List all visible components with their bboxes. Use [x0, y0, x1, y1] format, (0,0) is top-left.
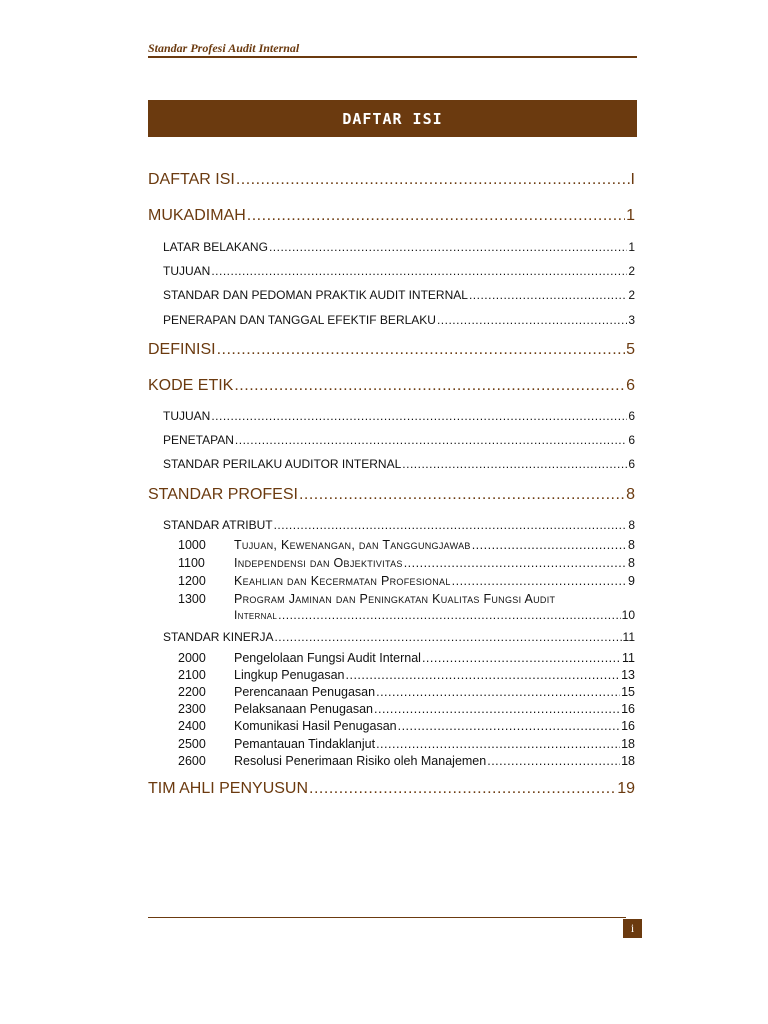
dot-leader — [235, 433, 627, 447]
toc-page: 2 — [628, 288, 635, 302]
toc-label: Perencanaan Penugasan — [234, 685, 376, 699]
running-head: Standar Profesi Audit Internal — [148, 41, 300, 55]
dot-leader — [269, 240, 627, 254]
toc-entry-tujuan-etik[interactable] — [163, 409, 635, 425]
dot-leader — [376, 685, 620, 699]
toc-entry-daftar-isi[interactable] — [148, 171, 635, 193]
toc-label: TUJUAN — [163, 264, 211, 278]
dot-leader — [211, 264, 627, 278]
toc-label: STANDAR PROFESI — [148, 486, 298, 503]
dot-leader — [274, 518, 628, 532]
toc-page: 18 — [621, 754, 635, 768]
toc-entry-standar-atribut[interactable] — [163, 518, 635, 534]
dot-leader — [234, 377, 625, 395]
toc-label: Pemantauan Tindaklanjut — [234, 737, 376, 751]
toc-page: 18 — [621, 737, 635, 751]
toc-page: 15 — [621, 685, 635, 699]
toc-entry-1300[interactable] — [178, 592, 635, 608]
toc-entry-latar-belakang[interactable] — [163, 240, 635, 256]
toc-page: 10 — [621, 608, 635, 622]
toc-page: 1 — [626, 207, 635, 224]
toc-page: I — [630, 171, 635, 188]
toc-page: 5 — [626, 341, 635, 358]
toc-code: 1100 — [178, 556, 205, 570]
toc-label: Resolusi Penerimaan Risiko oleh Manajemen — [234, 754, 487, 768]
toc-page: 13 — [621, 668, 635, 682]
toc-entry-kode-etik[interactable] — [148, 377, 635, 399]
toc-page: 6 — [628, 409, 635, 423]
toc-code: 2600 — [178, 754, 206, 768]
toc-code: 2400 — [178, 719, 206, 733]
toc-entry-mukadimah[interactable] — [148, 207, 635, 229]
toc-entry-tim-ahli[interactable] — [148, 780, 635, 802]
toc-label-continued: Internal — [234, 608, 278, 622]
toc-entry-1100[interactable] — [178, 556, 635, 572]
dot-leader — [402, 457, 627, 471]
toc-label: DEFINISI — [148, 341, 216, 358]
toc-page: 6 — [628, 433, 635, 447]
dot-leader — [469, 288, 627, 302]
toc-label: Tujuan, Kewenangan, dan Tanggungjawab — [234, 538, 471, 552]
toc-code: 2100 — [178, 668, 206, 682]
toc-entry-standar-profesi[interactable] — [148, 486, 635, 508]
toc-page: 3 — [628, 313, 635, 327]
footer-rule — [148, 917, 626, 918]
toc-label: Komunikasi Hasil Penugasan — [234, 719, 397, 733]
toc-entry-tujuan[interactable] — [163, 264, 635, 280]
dot-leader — [236, 171, 630, 189]
toc-page: 2 — [628, 264, 635, 278]
toc-code: 2000 — [178, 651, 206, 665]
toc-page: 8 — [628, 556, 635, 570]
toc-label: KODE ETIK — [148, 377, 234, 394]
toc-entry-standar-perilaku[interactable] — [163, 457, 635, 473]
dot-leader — [247, 207, 625, 225]
toc-page: 16 — [621, 719, 635, 733]
toc-page: 11 — [622, 630, 635, 644]
toc-page: 8 — [628, 538, 635, 552]
dot-leader — [487, 754, 620, 768]
toc-label: PENERAPAN DAN TANGGAL EFEKTIF BERLAKU — [163, 313, 436, 327]
toc-page: 11 — [622, 651, 635, 665]
dot-leader — [374, 702, 620, 716]
toc-entry-2300[interactable] — [178, 702, 635, 718]
toc-entry-2400[interactable] — [178, 719, 635, 735]
toc-label: Pengelolaan Fungsi Audit Internal — [234, 651, 421, 665]
toc-page: 1 — [628, 240, 635, 254]
toc-entry-2100[interactable] — [178, 668, 635, 684]
toc-label: STANDAR ATRIBUT — [163, 518, 273, 532]
toc-label: STANDAR PERILAKU AUDITOR INTERNAL — [163, 457, 402, 471]
toc-page: 8 — [626, 486, 635, 503]
dot-leader — [309, 780, 616, 798]
toc-label: LATAR BELAKANG — [163, 240, 268, 254]
toc-code: 2200 — [178, 685, 206, 699]
toc-label: PENETAPAN — [163, 433, 234, 447]
dot-leader — [472, 538, 627, 552]
toc-page: 16 — [621, 702, 635, 716]
toc-label: Program Jaminan dan Peningkatan Kualitas Fungsi Audit — [234, 592, 556, 606]
toc-code: 1200 — [178, 574, 206, 588]
toc-page: 6 — [628, 457, 635, 471]
dot-leader — [404, 556, 627, 570]
toc-label: Independensi dan Objektivitas — [234, 556, 403, 570]
toc-code: 2500 — [178, 737, 206, 751]
dot-leader — [452, 574, 627, 588]
toc-entry-2000[interactable] — [178, 651, 635, 667]
toc-page: 19 — [617, 780, 635, 797]
toc-entry-standar-pedoman[interactable] — [163, 288, 635, 304]
toc-page: 9 — [628, 574, 635, 588]
dot-leader — [346, 668, 621, 682]
dot-leader — [422, 651, 621, 665]
header-rule — [148, 56, 637, 58]
toc-entry-penetapan[interactable] — [163, 433, 635, 449]
toc-entry-penerapan[interactable] — [163, 313, 635, 329]
toc-label: STANDAR KINERJA — [163, 630, 274, 644]
toc-code: 1000 — [178, 538, 206, 552]
toc-code: 2300 — [178, 702, 206, 716]
toc-page: 6 — [626, 377, 635, 394]
toc-label: Pelaksanaan Penugasan — [234, 702, 374, 716]
page-title: DAFTAR ISI — [148, 100, 637, 137]
toc-label: DAFTAR ISI — [148, 171, 235, 188]
dot-leader — [278, 608, 621, 622]
dot-leader — [398, 719, 621, 733]
page-number: i — [623, 919, 642, 938]
toc-entry-1300-continued[interactable] — [234, 608, 635, 624]
toc-entry-1200[interactable] — [178, 574, 635, 590]
toc-label: Lingkup Penugasan — [234, 668, 345, 682]
toc-entry-1000[interactable] — [178, 538, 635, 554]
toc-entry-standar-kinerja[interactable] — [163, 630, 635, 646]
toc-label: TUJUAN — [163, 409, 211, 423]
toc-entry-2500[interactable] — [178, 737, 635, 753]
toc-entry-definisi[interactable] — [148, 341, 635, 363]
dot-leader — [299, 486, 625, 504]
toc-label: TIM AHLI PENYUSUN — [148, 780, 309, 797]
dot-leader — [437, 313, 627, 327]
toc-code: 1300 — [178, 592, 206, 606]
toc-entry-2200[interactable] — [178, 685, 635, 701]
dot-leader — [376, 737, 620, 751]
toc-entry-2600[interactable] — [178, 754, 635, 770]
toc-page: 8 — [628, 518, 635, 532]
dot-leader — [217, 341, 626, 359]
toc-label: Keahlian dan Kecermatan Profesional — [234, 574, 451, 588]
dot-leader — [211, 409, 627, 423]
toc-label: MUKADIMAH — [148, 207, 246, 224]
dot-leader — [274, 630, 621, 644]
toc-label: STANDAR DAN PEDOMAN PRAKTIK AUDIT INTERNAL — [163, 288, 468, 302]
